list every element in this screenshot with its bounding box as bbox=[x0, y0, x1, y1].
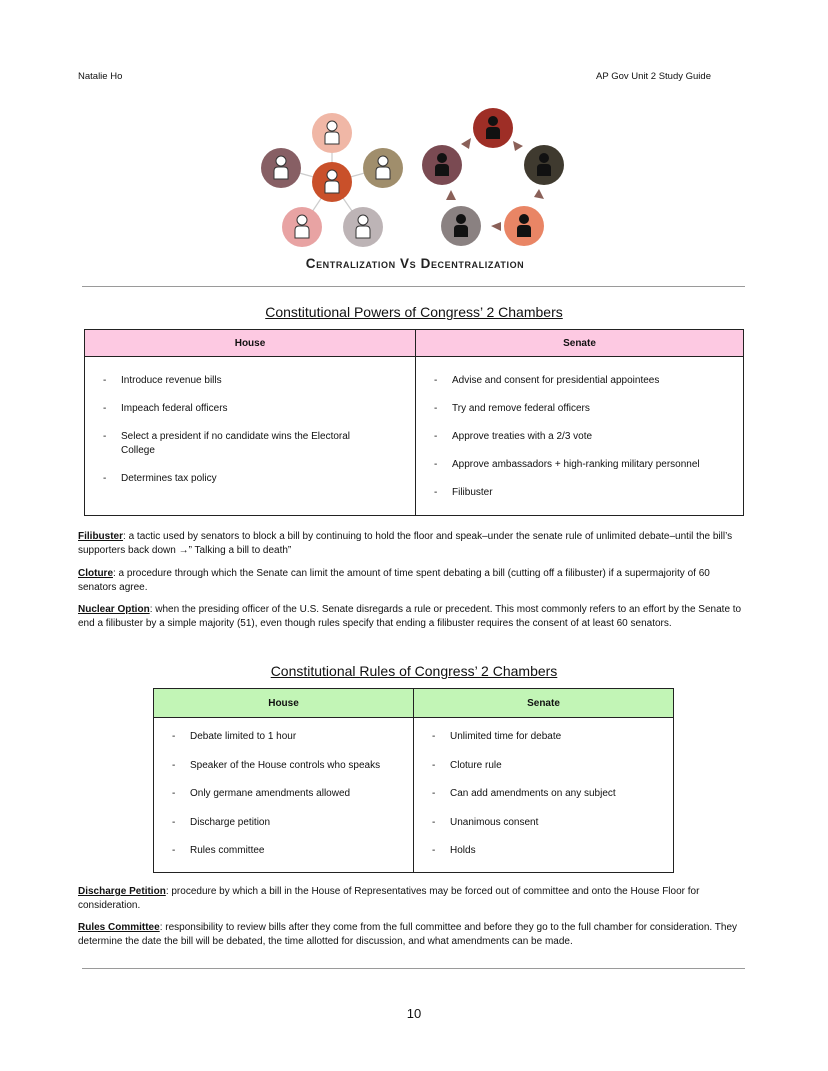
rules-header-row bbox=[154, 689, 674, 718]
powers-body-row bbox=[85, 357, 744, 516]
list-item: - Unanimous consent bbox=[432, 816, 539, 828]
list-item: - Can add amendments on any subject bbox=[432, 788, 616, 799]
list-item: - Discharge petition bbox=[172, 816, 271, 828]
powers-senate-header: Senate bbox=[416, 330, 744, 357]
header-doc-title: AP Gov Unit 2 Study Guide bbox=[596, 71, 711, 82]
powers-table bbox=[84, 329, 744, 516]
list-item: - Debate limited to 1 hour bbox=[172, 731, 297, 742]
banner-title: Centralization Vs Decentralization bbox=[305, 256, 525, 271]
list-item: - Cloture rule bbox=[432, 759, 502, 771]
list-item: - Unlimited time for debate bbox=[432, 731, 562, 742]
rules-senate-header: Senate bbox=[414, 689, 674, 718]
list-item: - Only germane amendments allowed bbox=[172, 788, 351, 799]
list-item: - Introduce revenue bills bbox=[103, 375, 222, 386]
powers-senate-cell bbox=[416, 357, 744, 516]
divider-bottom bbox=[82, 968, 745, 969]
powers-title: Constitutional Powers of Congress’ 2 Chambers bbox=[265, 304, 563, 320]
rules-table bbox=[153, 688, 674, 873]
rules-house-cell bbox=[154, 718, 414, 873]
powers-header-row bbox=[85, 330, 744, 357]
rules-house-header: House bbox=[154, 689, 414, 718]
powers-house-header: House bbox=[85, 330, 416, 357]
centralization-banner bbox=[245, 104, 590, 276]
rules-senate-cell bbox=[414, 718, 674, 873]
list-item: - Impeach federal officers bbox=[103, 403, 228, 414]
divider-top bbox=[82, 286, 745, 287]
definition-filibuster: Filibuster: a tactic used by senators to block a bill by continuing to hold the floor and speak–under the senate rule of unlimited debate–until the bill’s supporters back down →” Talking a bill to death” bbox=[78, 531, 733, 557]
list-item: - Speaker of the House controls who speaks bbox=[172, 759, 381, 771]
definition-rules-committee: Rules Committee: responsibility to review bills after they come from the full committee and before they go to the full chamber for consideration. They determine the date the bill will be debated, the time allotted for discussion, and what amendments can be made. bbox=[78, 922, 738, 948]
list-item: - Approve ambassadors + high-ranking military personnel bbox=[434, 459, 700, 470]
list-item: - Holds bbox=[432, 845, 476, 856]
centralized-network bbox=[261, 113, 403, 247]
definition-discharge-petition: Discharge Petition: procedure by which a bill in the House of Representatives may be forced out of committee and onto the House Floor for consideration. bbox=[78, 886, 700, 912]
list-item: - Filibuster bbox=[434, 487, 493, 498]
definition-cloture: Cloture: a procedure through which the Senate can limit the amount of time spent debating a bill (cutting off a filibuster) if a supermajority of 60 senators agree. bbox=[78, 568, 710, 594]
list-item: - Try and remove federal officers bbox=[434, 403, 590, 414]
list-item: - Approve treaties with a 2/3 vote bbox=[434, 431, 593, 442]
list-item: - Select a president if no candidate wins the Electoral College bbox=[103, 431, 351, 456]
page-number: 10 bbox=[406, 1006, 422, 1021]
list-item: - Determines tax policy bbox=[103, 473, 217, 484]
powers-house-cell bbox=[85, 357, 416, 516]
list-item: - Rules committee bbox=[172, 845, 265, 856]
definition-nuclear-option: Nuclear Option: when the presiding officer of the U.S. Senate disregards a rule or precedent. This most commonly refers to an effort by the Senate to end a filibuster by a simple majority (51), even though rules specify that ending a filibuster requires the consent of at least 60 senators. bbox=[78, 604, 742, 630]
header-author: Natalie Ho bbox=[78, 71, 123, 82]
rules-title: Constitutional Rules of Congress’ 2 Chambers bbox=[270, 663, 558, 679]
rules-body-row bbox=[154, 718, 674, 873]
list-item: - Advise and consent for presidential appointees bbox=[434, 375, 660, 386]
